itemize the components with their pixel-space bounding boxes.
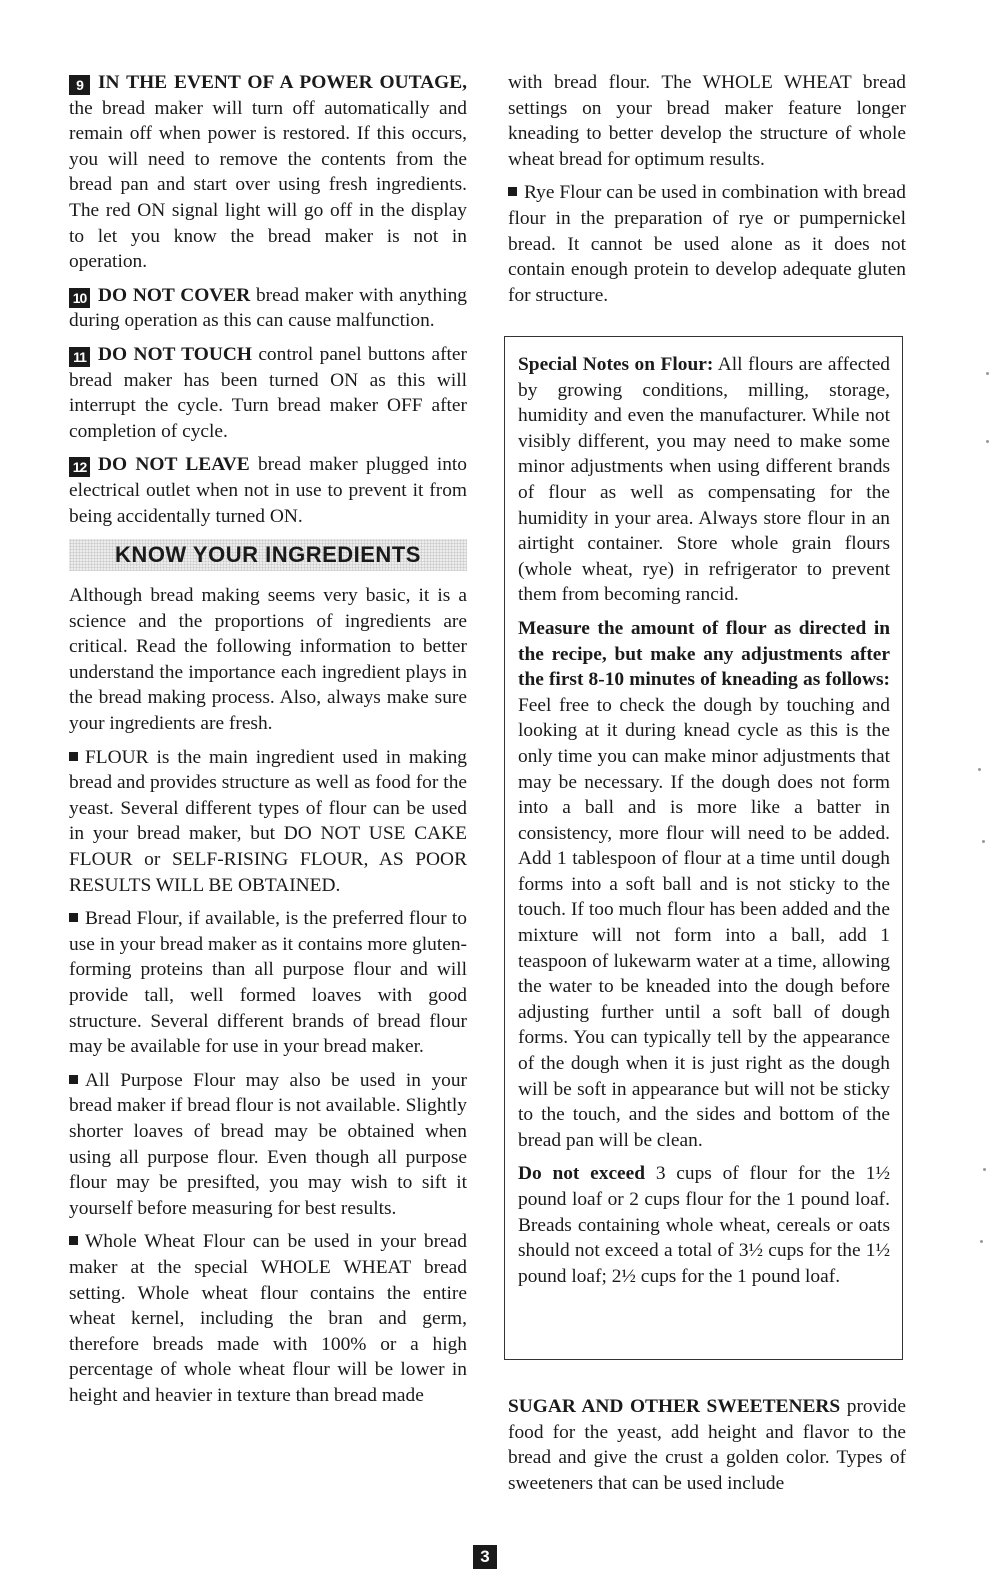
- left-column: [69, 70, 467, 1417]
- item-text: control panel buttons after bread maker has been turned ON as this will interrupt the cycle. Turn bread maker OFF after completion of cycle.: [69, 343, 467, 442]
- whole-wheat-flour-paragraph: Whole Wheat Flour can be used in your bread maker at the special WHOLE WHEAT bread setting. Whole wheat flour contains the entire wheat kernel, including the bran and germ, therefore breads made with 100% or a high percentage of whole wheat flour will be lower in height and heavier in texture than bread made: [69, 1231, 467, 1406]
- notes-measure: Measure the amount of flour as directed in the recipe, but make any adjustments after the first 8-10 minutes of kneading as follows: Feel free to check the dough by touching and looking at it during knead cycle as this is the only time you can make minor adjustments that may be necessary. If the dough does not form into a ball and is more like a batter in consistency, more flour will need to be added. Add 1 tablespoon of flour at a time until dough forms into a soft ball and is not sticky to the touch. If too much flour has been added and the mixture will not form into a ball, add 1 teaspoon of lukewarm water at a time, allowing the water to be kneaded into the dough before adjusting further until a soft ball of dough forms. You can typically tell by the appearance of the dough when it is just right as the dough will be soft in appearance but will not be sticky to the touch, and the sides and bottom of the bread pan will be clean.: [518, 617, 890, 1151]
- item-number-badge: 10: [69, 288, 90, 308]
- section-heading: KNOW YOUR INGREDIENTS: [115, 542, 421, 568]
- bullet-square-icon: [69, 1075, 78, 1084]
- item-heading: DO NOT TOUCH: [98, 343, 252, 365]
- all-purpose-flour-paragraph: All Purpose Flour may also be used in your bread maker if bread flour is not available. Slightly shorter loaves of bread may be obtained when using all purpose flour. Even though all purpose flour may be presifted, you may wish to sift it yourself before measuring for best results.: [69, 1069, 467, 1219]
- flour-paragraph: FLOUR is the main ingredient used in making bread and provides structure as well as food for the yeast. Several different types of flour can be used in your bread maker, but DO NOT USE CAKE FLOUR or SELF-RISING FLOUR, AS POOR RESULTS WILL BE OBTAINED.: [69, 746, 467, 896]
- section-heading-banner: [69, 539, 467, 571]
- whole-wheat-continued: with bread flour. The WHOLE WHEAT bread settings on your bread maker feature longer kneading to better develop the structure of whole wheat bread for optimum results.: [508, 72, 906, 170]
- item-heading: DO NOT COVER: [98, 284, 251, 306]
- item-text: bread maker with anything during operation as this can cause malfunction.: [69, 284, 468, 332]
- item-number-badge: 11: [69, 347, 90, 367]
- sugar-paragraph: SUGAR AND OTHER SWEETENERS provide food for the yeast, add height and flavor to the bread and give the crust a golden color. Types of sweeteners that can be used include: [508, 1396, 906, 1494]
- bullet-square-icon: [508, 187, 517, 196]
- notes-title: Special Notes on Flour:: [518, 354, 714, 375]
- margin-speck: [986, 372, 989, 375]
- rye-flour-paragraph: Rye Flour can be used in combination with bread flour in the preparation of rye or pumpernickel bread. It cannot be used alone as it does not contain enough protein to develop adequate gluten for structure.: [508, 182, 906, 306]
- right-column: [508, 70, 906, 316]
- item-heading: IN THE EVENT OF A POWER OUTAGE,: [98, 72, 467, 93]
- item-do-not-cover: [69, 283, 467, 334]
- notes-measure-heading: Measure the amount of flour as directed in the recipe, but make any adjustments after the first 8-10 minutes of kneading as follows:: [518, 617, 890, 691]
- item-text: bread maker plugged into electrical outlet when not in use to prevent it from being accidentally turned ON.: [69, 454, 467, 527]
- bullet-square-icon: [69, 752, 78, 761]
- item-do-not-leave: [69, 452, 467, 529]
- notes-exceed-heading: Do not exceed: [518, 1163, 646, 1185]
- margin-speck: [980, 1240, 983, 1243]
- item-power-outage: [69, 70, 467, 275]
- ingredients-intro: Although bread making seems very basic, it is a science and the proportions of ingredients are critical. Read the following information to better understand the importance each ingredient plays in the bread making process. Also, always make sure your ingredients are fresh.: [69, 585, 467, 735]
- notes-intro: Special Notes on Flour: All flours are affected by growing conditions, milling, storage, humidity and even the manufacturer. While not visibly different, you may need to make some minor adjustments when using different brands of flour as well as compensating for the humidity in your area. Always store flour in an airtight container. Store whole grain flours (whole wheat, rye) in refrigerator to prevent them from becoming rancid.: [518, 354, 890, 606]
- item-number-badge: 9: [69, 75, 90, 95]
- margin-speck: [982, 840, 985, 843]
- page-number: 3: [473, 1545, 497, 1569]
- item-heading: DO NOT LEAVE: [98, 454, 250, 476]
- margin-speck: [986, 440, 989, 443]
- special-notes-box: [504, 336, 903, 1360]
- item-do-not-touch: [69, 342, 467, 444]
- bullet-square-icon: [69, 913, 78, 922]
- bread-flour-paragraph: Bread Flour, if available, is the preferred flour to use in your bread maker as it contains more gluten-forming proteins than all purpose flour and will provide tall, well formed loaves with good structure. Several different brands of bread flour may be available for use in your bread maker.: [69, 908, 467, 1058]
- bullet-square-icon: [69, 1236, 78, 1245]
- sugar-heading: SUGAR AND OTHER SWEETENERS: [508, 1396, 841, 1417]
- item-number-badge: 12: [69, 457, 90, 477]
- notes-exceed: Do not exceed 3 cups of flour for the 1½ pound loaf or 2 cups flour for the 1 pound loaf. Breads containing whole wheat, cereals or oats should not exceed a total of 3½ cups for the 1½ pound loaf; 2½ cups for the 1 pound loaf.: [518, 1163, 890, 1287]
- sugar-section: [508, 1394, 906, 1496]
- margin-speck: [983, 1168, 986, 1171]
- margin-speck: [978, 768, 981, 771]
- item-text: the bread maker will turn off automatically and remain off when power is restored. If this occurs, you will need to remove the contents from the bread pan and start over using fresh ingredients. The red ON signal light will go off in the display to let you know the bread maker is not in operation.: [69, 97, 467, 273]
